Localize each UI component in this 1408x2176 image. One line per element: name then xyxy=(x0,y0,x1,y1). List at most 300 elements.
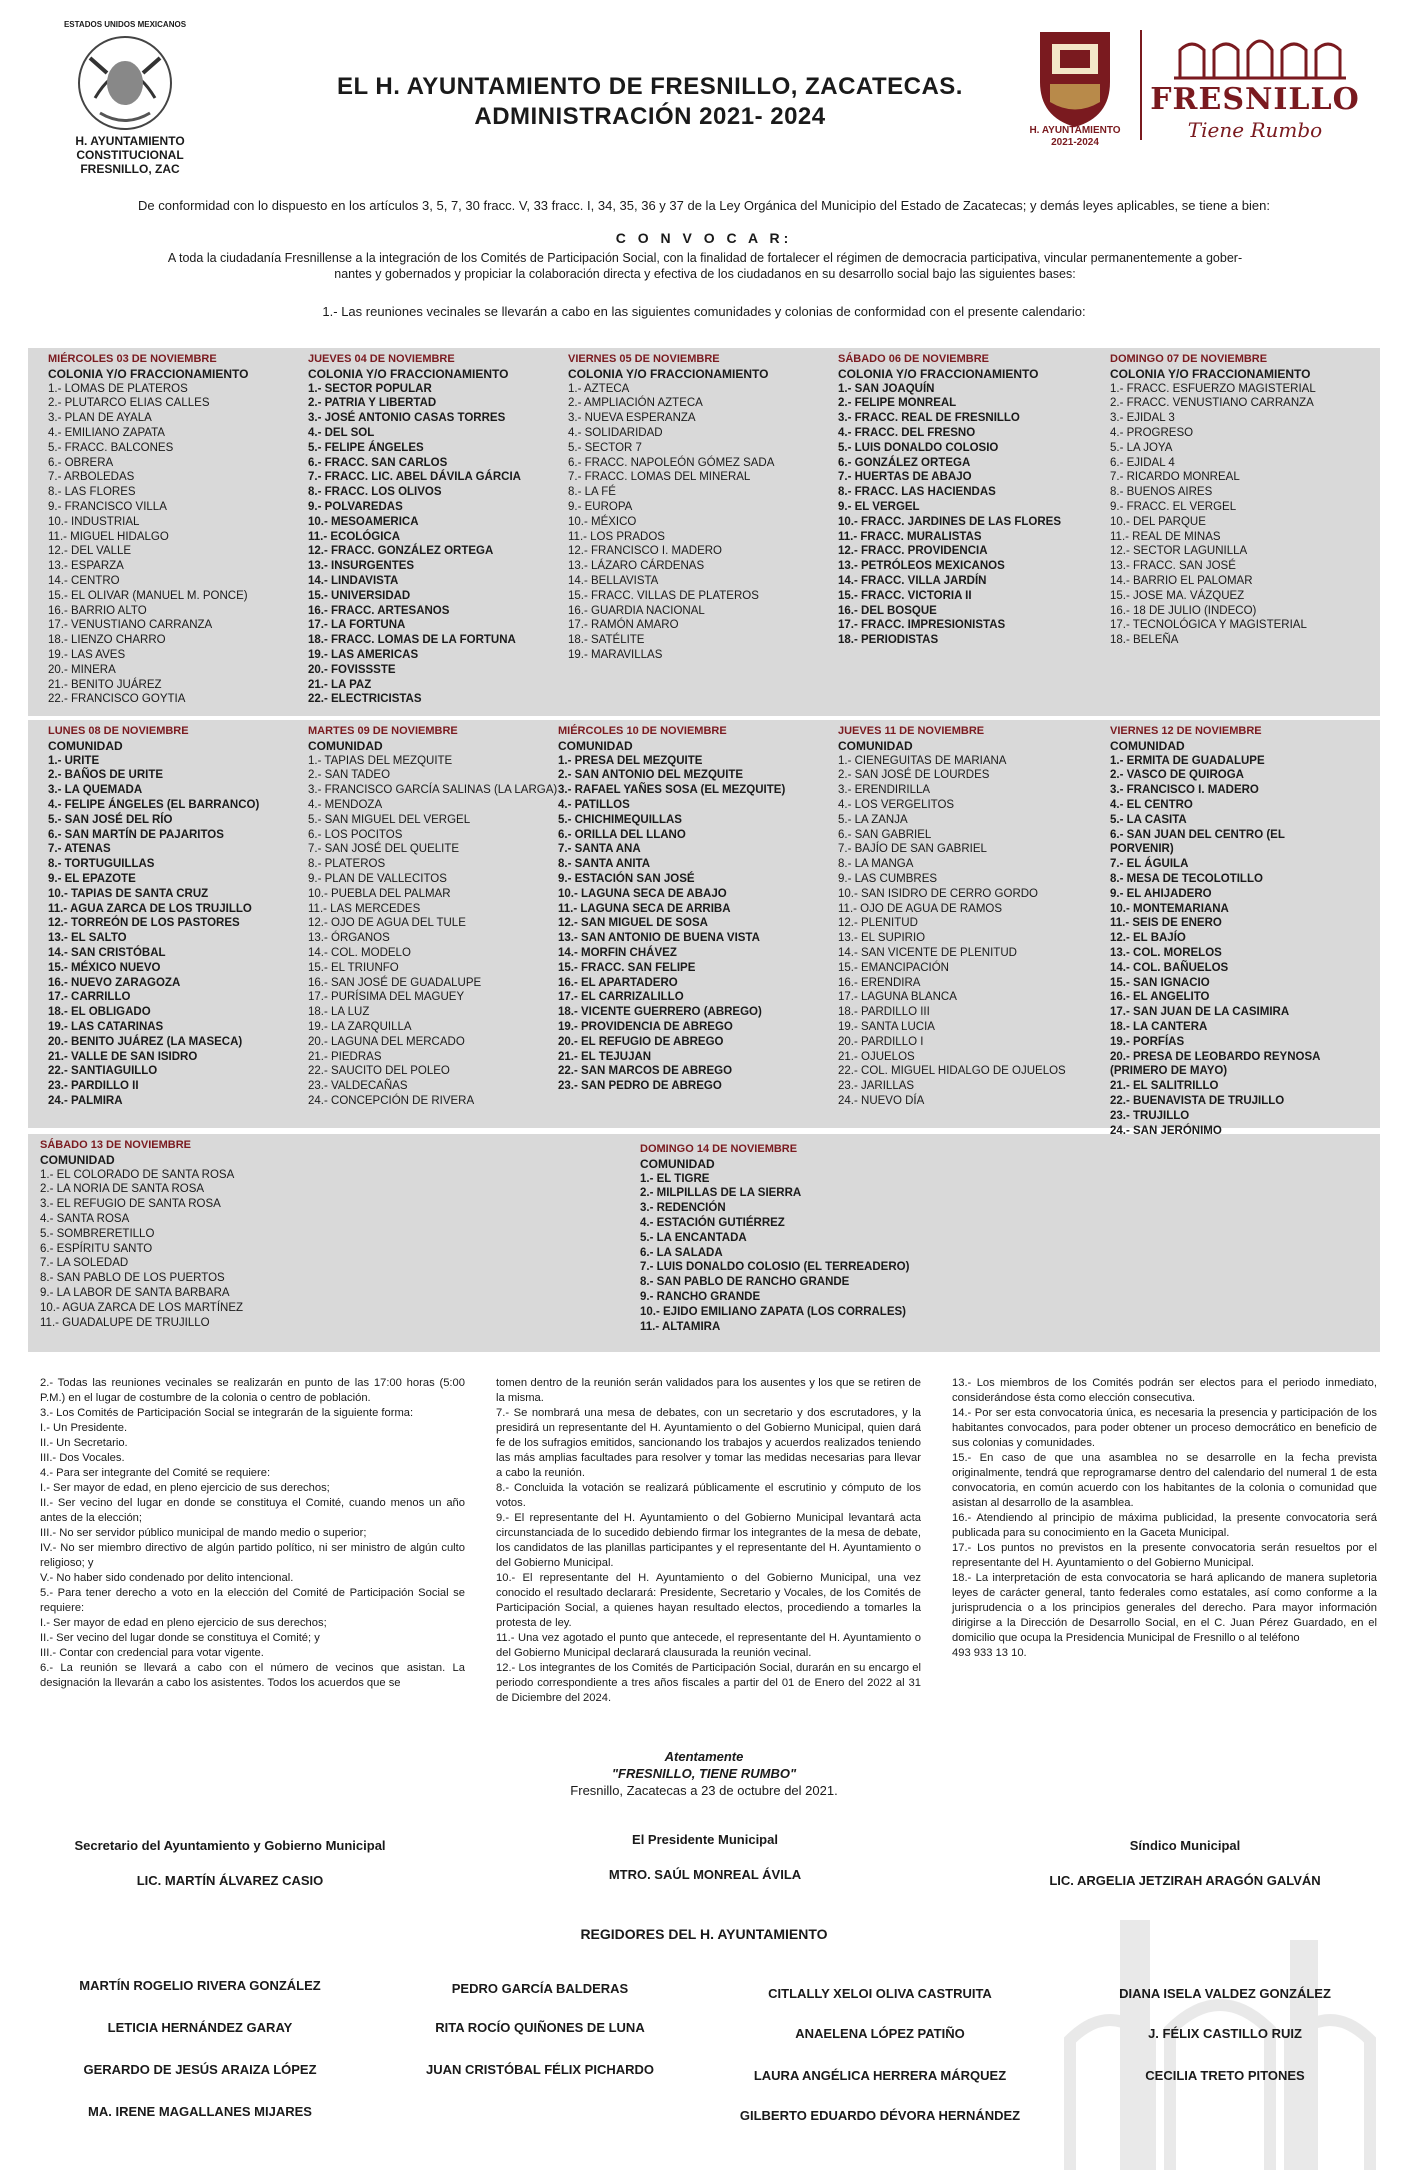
calendar-list-item: 13.- SAN ANTONIO DE BUENA VISTA xyxy=(558,932,760,945)
calendar-day-label: MARTES 09 DE NOVIEMBRE xyxy=(308,725,458,737)
calendar-list-item: 20.- BENITO JUÁREZ (LA MASECA) xyxy=(48,1035,243,1048)
calendar-column-header: COMUNIDAD xyxy=(48,738,123,753)
calendar-list-item: 17.- EL CARRIZALILLO xyxy=(558,991,684,1004)
calendar-list-item: 9.- FRACC. EL VERGEL xyxy=(1110,500,1237,513)
place-date: Fresnillo, Zacatecas a 23 de octubre del 2021. xyxy=(570,1783,838,1798)
calendar-list-item: 22.- COL. MIGUEL HIDALGO DE OJUELOS xyxy=(838,1065,1066,1078)
calendar-list-item: 2.- VASCO DE QUIROGA xyxy=(1110,769,1244,782)
calendar-list-item: 2.- PLUTARCO ELIAS CALLES xyxy=(48,397,210,410)
calendar-list-item: 8.- SAN PABLO DE RANCHO GRANDE xyxy=(640,1276,850,1289)
bases-paragraph: 9.- El representante del H. Ayuntamiento o del Gobierno Municipal levantará acta circunstanciada de lo sucedido debiendo firmar los integrantes de la mesa de debate, los candidatos de las planillas participantes y el representante del H. Ayuntamiento o del Gobierno Municipal. xyxy=(496,1512,921,1569)
calendar-list-item: 5.- FRACC. BALCONES xyxy=(48,441,174,454)
calendar-list-item: 9.- ESTACIÓN SAN JOSÉ xyxy=(558,872,695,885)
calendar-list-item: 15.- FRACC. VICTORIA II xyxy=(838,589,972,602)
calendar-list-item: 6.- SAN MARTÍN DE PAJARITOS xyxy=(48,828,224,841)
calendar-list-item: 9.- FRANCISCO VILLA xyxy=(48,500,167,513)
calendar-list-item: 8.- FRACC. LOS OLIVOS xyxy=(308,486,442,499)
regidor-name: CITLALLY XELOI OLIVA CASTRUITA xyxy=(768,1986,992,2001)
calendar-list-item: 7.- SANTA ANA xyxy=(558,843,641,856)
calendar-list-item: 2.- LA NORIA DE SANTA ROSA xyxy=(40,1183,205,1196)
bases-column-2 xyxy=(496,1376,921,1706)
calendar-list-item: 1.- EL COLORADO DE SANTA ROSA xyxy=(40,1168,235,1181)
calendar-list-item: 6.- LA SALADA xyxy=(640,1246,723,1259)
calendar-list-item: 19.- PORFÍAS xyxy=(1110,1035,1185,1048)
closing-block xyxy=(500,1748,908,1799)
calendar-list-item: 10.- INDUSTRIAL xyxy=(48,515,140,528)
calendar-list-item: 1.- ERMITA DE GUADALUPE xyxy=(1110,754,1265,767)
convocar-heading: C O N V O C A R: xyxy=(615,230,793,246)
calendar-day-label: SÁBADO 06 DE NOVIEMBRE xyxy=(838,353,989,365)
calendar-list-item: 16.- FRACC. ARTESANOS xyxy=(308,604,450,617)
calendar-list-item: 20.- PRESA DE LEOBARDO REYNOSA xyxy=(1110,1050,1321,1063)
calendar-list-item: 21.- OJUELOS xyxy=(838,1050,915,1063)
calendar-day-column xyxy=(48,724,313,1109)
calendar-list-item: 10.- MONTEMARIANA xyxy=(1110,902,1229,915)
regidor-name: LETICIA HERNÁNDEZ GARAY xyxy=(107,2020,293,2035)
calendar-list-item: 22.- BUENAVISTA DE TRUJILLO xyxy=(1110,1094,1285,1107)
calendar-day-label: VIERNES 12 DE NOVIEMBRE xyxy=(1110,725,1262,737)
regidor-name: MA. IRENE MAGALLANES MIJARES xyxy=(88,2104,312,2119)
convocatoria-line: nantes y gobernados y propiciar la colaboración directa y efectiva de los ciudadanos en su desarrollo social bajo las siguientes bases: xyxy=(334,267,1076,281)
calendar-list-item: 18.- LA CANTERA xyxy=(1110,1020,1208,1033)
calendar-list-item: 16.- EL ANGELITO xyxy=(1110,991,1210,1004)
national-seal-icon xyxy=(60,28,190,138)
calendar-list-item: 11.- GUADALUPE DE TRUJILLO xyxy=(40,1316,210,1329)
calendar-list-item: 9.- EL AHIJADERO xyxy=(1110,887,1212,900)
calendar-list-item: 18.- VICENTE GUERRERO (ABREGO) xyxy=(558,1006,762,1019)
calendar-list-item: 1.- AZTECA xyxy=(568,382,630,395)
calendar-day-label: JUEVES 04 DE NOVIEMBRE xyxy=(308,353,455,365)
calendar-column-header: COLONIA Y/O FRACCIONAMIENTO xyxy=(568,366,769,381)
calendar-intro: 1.- Las reuniones vecinales se llevarán a cabo en las siguientes comunidades y colonias de conformidad con el presente calendario: xyxy=(322,304,1086,319)
calendar-list-item: 4.- LOS VERGELITOS xyxy=(838,798,955,811)
calendar-list-item: 9.- EL VERGEL xyxy=(838,500,920,513)
calendar-day-column xyxy=(48,352,303,707)
calendar-list-item: 18.- EL OBLIGADO xyxy=(48,1006,151,1019)
calendar-list-item: 3.- NUEVA ESPERANZA xyxy=(568,412,696,425)
calendar-column-header: COMUNIDAD xyxy=(1110,738,1185,753)
calendar-list-item: 16.- EL APARTADERO xyxy=(558,976,678,989)
calendar-list-item: 8.- PLATEROS xyxy=(308,858,386,871)
calendar-list-item: 21.- VALLE DE SAN ISIDRO xyxy=(48,1050,198,1063)
calendar-list-item: 14.- MORFIN CHÁVEZ xyxy=(558,946,677,959)
calendar-list-item: 5.- LA JOYA xyxy=(1110,441,1173,454)
calendar-list-item: 10.- DEL PARQUE xyxy=(1110,515,1206,528)
calendar-list-item: 20.- PARDILLO I xyxy=(838,1035,924,1048)
calendar-list-item: 19.- SANTA LUCIA xyxy=(838,1020,935,1033)
calendar-list-item: 4.- EL CENTRO xyxy=(1110,798,1193,811)
calendar-list-item: 9.- LA LABOR DE SANTA BARBARA xyxy=(40,1286,230,1299)
bases-paragraph: III.- Dos Vocales. xyxy=(40,1452,125,1464)
calendar-list-item: 4.- PROGRESO xyxy=(1110,426,1194,439)
title-line-1: EL H. AYUNTAMIENTO DE FRESNILLO, ZACATECAS. xyxy=(337,73,963,100)
calendar-list-item: 8.- LA MANGA xyxy=(838,858,914,871)
calendar-day-label: SÁBADO 13 DE NOVIEMBRE xyxy=(40,1139,191,1151)
bases-paragraph: I.- Un Presidente. xyxy=(40,1422,128,1434)
ayuntamiento-label xyxy=(30,134,230,176)
calendar-list-item: 19.- PROVIDENCIA DE ABREGO xyxy=(558,1020,733,1033)
calendar-list-item: 21.- BENITO JUÁREZ xyxy=(48,678,162,691)
calendar-list-item: 15.- EL TRIUNFO xyxy=(308,961,399,974)
calendar-list-item: 19.- LAS AVES xyxy=(48,648,126,661)
calendar-list-item: 2.- PATRIA Y LIBERTAD xyxy=(308,397,437,410)
calendar-list-item: 1.- FRACC. ESFUERZO MAGISTERIAL xyxy=(1110,382,1316,395)
calendar-list-item: 17.- LA FORTUNA xyxy=(308,619,406,632)
calendar-list-item: 20.- EL REFUGIO DE ABREGO xyxy=(558,1035,724,1048)
calendar-list-item: 2.- SAN TADEO xyxy=(308,769,391,782)
calendar-list-item: 14.- CENTRO xyxy=(48,574,120,587)
bases-paragraph: III.- No ser servidor público municipal de mando medio o superior; xyxy=(40,1527,367,1539)
calendar-list-item: 23.- SAN PEDRO DE ABREGO xyxy=(558,1080,722,1093)
calendar-list-item: 17.- SAN JUAN DE LA CASIMIRA xyxy=(1110,1006,1290,1019)
calendar-list-item: 3.- FRANCISCO GARCÍA SALINAS (LA LARGA) xyxy=(308,784,558,797)
calendar-list-item: 23.- VALDECAÑAS xyxy=(308,1080,408,1093)
calendar-list-item: 8.- SANTA ANITA xyxy=(558,858,650,871)
calendar-list-item: 7.- FRACC. LOMAS DEL MINERAL xyxy=(568,471,751,484)
calendar-list-item: 8.- BUENOS AIRES xyxy=(1110,486,1213,499)
calendar-list-item: 9.- EUROPA xyxy=(568,500,633,513)
calendar-list-item: 20.- MINERA xyxy=(48,663,116,676)
calendar-list-item: (PRIMERO DE MAYO) xyxy=(1110,1065,1228,1078)
brand-name: FRESNILLO xyxy=(1150,82,1360,117)
calendar-list-item: 4.- ESTACIÓN GUTIÉRREZ xyxy=(640,1216,785,1229)
calendar-day-column xyxy=(838,724,1103,1109)
calendar-list-item: 12.- DEL VALLE xyxy=(48,545,132,558)
logo-caption-line: 2021-2024 xyxy=(1051,137,1099,148)
calendar-list-item: 12.- FRANCISCO I. MADERO xyxy=(568,545,722,558)
calendar-list-item: 18.- PARDILLO III xyxy=(838,1006,930,1019)
bases-paragraph: 493 933 13 10. xyxy=(952,1647,1027,1659)
bases-paragraph: 4.- Para ser integrante del Comité se requiere: xyxy=(40,1467,271,1479)
calendar-list-item: 10.- PUEBLA DEL PALMAR xyxy=(308,887,451,900)
calendar-list-item: 22.- ELECTRICISTAS xyxy=(308,693,422,706)
calendar-list-item: 4.- FRACC. DEL FRESNO xyxy=(838,426,976,439)
calendar-list-item: 7.- BAJÍO DE SAN GABRIEL xyxy=(838,843,987,856)
calendar-list-item: 3.- FRACC. REAL DE FRESNILLO xyxy=(838,412,1020,425)
calendar-list-item: 10.- MESOAMERICA xyxy=(308,515,419,528)
calendar-list-item: 16.- ERENDIRA xyxy=(838,976,921,989)
calendar-list-item: 1.- TAPIAS DEL MEZQUITE xyxy=(308,754,453,767)
regidor-name: ANAELENA LÓPEZ PATIÑO xyxy=(795,2026,965,2041)
seal-ring-text: ESTADOS UNIDOS MEXICANOS xyxy=(63,20,187,29)
calendar-day-column xyxy=(558,724,823,1094)
calendar-list-item: 9.- LAS CUMBRES xyxy=(838,872,938,885)
calendar-list-item: 10.- TAPIAS DE SANTA CRUZ xyxy=(48,887,209,900)
calendar-list-item: 12.- FRACC. PROVIDENCIA xyxy=(838,545,988,558)
calendar-list-item: 4.- PATILLOS xyxy=(558,798,630,811)
calendar-list-item: 3.- REDENCIÓN xyxy=(640,1202,726,1215)
calendar-list-item: 14.- SAN CRISTÓBAL xyxy=(48,946,166,959)
calendar-list-item: 10.- FRACC. JARDINES DE LAS FLORES xyxy=(838,515,1061,528)
calendar-list-item: 18.- FRACC. LOMAS DE LA FORTUNA xyxy=(308,634,516,647)
calendar-list-item: 4.- SANTA ROSA xyxy=(40,1212,130,1225)
calendar-list-item: 8.- LAS FLORES xyxy=(48,486,136,499)
calendar-list-item: 18.- LIENZO CHARRO xyxy=(48,634,166,647)
calendar-list-item: 11.- MIGUEL HIDALGO xyxy=(48,530,169,543)
calendar-list-item: 3.- ERENDIRILLA xyxy=(838,784,931,797)
secretario-name: LIC. MARTÍN ÁLVAREZ CASIO xyxy=(136,1873,324,1888)
calendar-list-item: 16.- NUEVO ZARAGOZA xyxy=(48,976,181,989)
bases-paragraph: 18.- La interpretación de esta convocatoria se hará aplicando de manera supletoria leyes de carácter general, tanto federales como estatales, así como conforme a la jurisprudencia o a los principios generales del derecho. Para mayor información dirigirse a la Dirección de Desarrollo Social, en el C. Juan Pérez Guardado, en el domicilio que ocupa la Presidencia Municipal de Fresnillo o al teléfono xyxy=(952,1572,1377,1644)
calendar-list-item: 20.- FOVISSSTE xyxy=(308,663,396,676)
calendar-list-item: 12.- FRACC. GONZÁLEZ ORTEGA xyxy=(308,545,494,558)
bases-paragraph: 8.- Concluida la votación se realizará públicamente el escrutinio y cómputo de los votos. xyxy=(496,1482,921,1509)
calendar-list-item: 3.- EL REFUGIO DE SANTA ROSA xyxy=(40,1198,221,1211)
bases-paragraph: 11.- Una vez agotado el punto que antecede, el representante del H. Ayuntamiento o del Gobierno Municipal declarará clausurada la reunión vecinal. xyxy=(496,1632,921,1659)
calendar-column-header: COMUNIDAD xyxy=(640,1156,715,1171)
calendar-column-header: COLONIA Y/O FRACCIONAMIENTO xyxy=(838,366,1039,381)
calendar-list-item: 10.- SAN ISIDRO DE CERRO GORDO xyxy=(838,887,1039,900)
calendar-list-item: 11.- ALTAMIRA xyxy=(640,1320,721,1333)
calendar-list-item: 4.- DEL SOL xyxy=(308,426,375,439)
logo-caption-line: H. AYUNTAMIENTO xyxy=(1029,125,1121,136)
calendar-list-item: 10.- MÉXICO xyxy=(568,515,637,528)
bases-paragraph: 17.- Los puntos no previstos en la presente convocatoria serán resueltos por el representante del H. Ayuntamiento o del Gobierno Municipal. xyxy=(952,1542,1377,1569)
calendar-list-item: 23.- TRUJILLO xyxy=(1110,1109,1190,1122)
calendar-list-item: 4.- EMILIANO ZAPATA xyxy=(48,426,165,439)
title-line-2: ADMINISTRACIÓN 2021- 2024 xyxy=(474,103,826,130)
municipal-shield-icon xyxy=(1030,22,1120,132)
calendar-list-item: 6.- SAN JUAN DEL CENTRO (EL xyxy=(1110,828,1285,841)
calendar-list-item: 9.- PLAN DE VALLECITOS xyxy=(308,872,447,885)
calendar-list-item: 12.- EL BAJÍO xyxy=(1110,932,1186,945)
ayuntamiento-line: H. AYUNTAMIENTO xyxy=(75,134,185,148)
calendar-list-item: 7.- LUIS DONALDO COLOSIO (EL TERREADERO) xyxy=(640,1261,910,1274)
secretario-title: Secretario del Ayuntamiento y Gobierno Municipal xyxy=(74,1838,386,1853)
calendar-list-item: 16.- GUARDIA NACIONAL xyxy=(568,604,705,617)
calendar-list-item: 18.- PERIODISTAS xyxy=(838,634,939,647)
calendar-list-item: 17.- LAGUNA BLANCA xyxy=(838,991,957,1004)
bases-paragraph: I.- Ser mayor de edad en pleno ejercicio de sus derechos; xyxy=(40,1617,327,1629)
calendar-list-item: 8.- LA FÉ xyxy=(568,486,616,499)
calendar-list-item: 13.- FRACC. SAN JOSÉ xyxy=(1110,560,1236,573)
calendar-list-item: 11.- REAL DE MINAS xyxy=(1110,530,1221,543)
calendar-list-item: 7.- EL ÁGUILA xyxy=(1110,858,1189,871)
calendar-list-item: 6.- ESPÍRITU SANTO xyxy=(40,1242,153,1255)
calendar-list-item: 24.- PALMIRA xyxy=(48,1094,123,1107)
calendar-list-item: 17.- TECNOLÓGICA Y MAGISTERIAL xyxy=(1110,619,1307,632)
calendar-day-label: DOMINGO 07 DE NOVIEMBRE xyxy=(1110,353,1268,365)
calendar-list-item: 11.- AGUA ZARCA DE LOS TRUJILLO xyxy=(48,902,252,915)
calendar-list-item: 8.- SAN PABLO DE LOS PUERTOS xyxy=(40,1272,225,1285)
legal-basis-text: De conformidad con lo dispuesto en los artículos 3, 5, 7, 30 fracc. V, 33 fracc. I, 34, 35, 36 y 37 de la Ley Orgánica del Municipio del Estado de Zacatecas; y demás leyes aplicables, se tiene a bien: xyxy=(138,198,1270,213)
regidor-name: DIANA ISELA VALDEZ GONZÁLEZ xyxy=(1119,1986,1331,2001)
calendar-list-item: 6.- ORILLA DEL LLANO xyxy=(558,828,686,841)
calendar-list-item: 3.- RAFAEL YAÑES SOSA (EL MEZQUITE) xyxy=(558,784,786,797)
calendar-list-item: 11.- ECOLÓGICA xyxy=(308,530,401,543)
calendar-list-item: 12.- TORREÓN DE LOS PASTORES xyxy=(48,917,240,930)
calendar-list-item: 1.- EL TIGRE xyxy=(640,1172,710,1185)
brand-tagline: Tiene Rumbo xyxy=(1187,118,1323,142)
calendar-list-item: 14.- COL. BAÑUELOS xyxy=(1110,961,1229,974)
calendar-list-item: 6.- LOS POCITOS xyxy=(308,828,403,841)
calendar-list-item: 9.- RANCHO GRANDE xyxy=(640,1290,761,1303)
regidor-name: J. FÉLIX CASTILLO RUIZ xyxy=(1148,2026,1302,2041)
calendar-list-item: 17.- RAMÓN AMARO xyxy=(568,619,679,632)
calendar-list-item: 16.- BARRIO ALTO xyxy=(48,604,147,617)
calendar-list-item: 18.- BELEÑA xyxy=(1110,634,1179,647)
bases-column-3 xyxy=(952,1376,1377,1661)
bases-paragraph: 16.- Atendiendo al principio de máxima publicidad, la presente convocatoria será publicada para su conocimiento en la Gaceta Municipal. xyxy=(952,1512,1377,1539)
ayuntamiento-line: FRESNILLO, ZAC xyxy=(80,162,180,176)
bases-paragraph: 6.- La reunión se llevará a cabo con el número de vecinos que asistan. La designación la llevarán a cabo los asistentes. Todos los acuerdos que se xyxy=(40,1662,465,1689)
calendar-list-item: 10.- AGUA ZARCA DE LOS MARTÍNEZ xyxy=(40,1301,244,1314)
presidente-name: MTRO. SAÚL MONREAL ÁVILA xyxy=(608,1867,802,1882)
calendar-list-item: 14.- COL. MODELO xyxy=(308,946,411,959)
calendar-list-item: 5.- SECTOR 7 xyxy=(568,441,642,454)
bases-paragraph: II.- Un Secretario. xyxy=(40,1437,128,1449)
calendar-list-item: 16.- DEL BOSQUE xyxy=(838,604,937,617)
calendar-list-item: 8.- FRACC. LAS HACIENDAS xyxy=(838,486,996,499)
calendar-list-item: 7.- HUERTAS DE ABAJO xyxy=(838,471,972,484)
bases-paragraph: II.- Ser vecino del lugar donde se constituya el Comité; y xyxy=(40,1632,320,1644)
calendar-column-header: COLONIA Y/O FRACCIONAMIENTO xyxy=(308,366,509,381)
bases-paragraph: 10.- El representante del H. Ayuntamiento o del Gobierno Municipal, una vez conocido el resultado declarará: Presidente, Secretario y Vocales, de los Comités de Participación Social, a quienes hayan resultado electos, procediendo a tomarles la protesta de ley. xyxy=(496,1572,921,1629)
bases-paragraph: 7.- Se nombrará una mesa de debates, con un secretario y dos escrutadores, y la presidirá un representante del H. Ayuntamiento o del Gobierno Municipal, quien dará fe de los sufragios emitidos, sancionando los trabajos y acuerdos realizados teniendo las más amplias facultades para resolver y tomar las medidas necesarias para llevar a cabo la reunión. xyxy=(496,1407,921,1479)
calendar-list-item: 13.- COL. MORELOS xyxy=(1110,946,1222,959)
calendar-list-item: 5.- LA ZANJA xyxy=(838,813,908,826)
presidente-title: El Presidente Municipal xyxy=(632,1832,778,1847)
calendar-list-item: 7.- ATENAS xyxy=(48,843,111,856)
calendar-day-column xyxy=(838,352,1093,648)
calendar-day-label: JUEVES 11 DE NOVIEMBRE xyxy=(838,725,985,737)
calendar-list-item: 12.- OJO DE AGUA DEL TULE xyxy=(308,917,466,930)
convocatoria-line: A toda la ciudadanía Fresnillense a la integración de los Comités de Participación Social, con la finalidad de fortalecer el régimen de democracia participativa, vincular permanentemente a gober- xyxy=(167,251,1243,265)
calendar-list-item: 24.- CONCEPCIÓN DE RIVERA xyxy=(308,1094,475,1107)
regidor-name: LAURA ANGÉLICA HERRERA MÁRQUEZ xyxy=(753,2068,1007,2083)
bases-paragraph: III.- Contar con credencial para votar vigente. xyxy=(40,1647,264,1659)
calendar-list-item: 15.- SAN IGNACIO xyxy=(1110,976,1210,989)
calendar-list-item: 21.- PIEDRAS xyxy=(308,1050,382,1063)
calendar-list-item: 18.- SATÉLITE xyxy=(568,634,645,647)
calendar-list-item: PORVENIR) xyxy=(1110,843,1174,856)
calendar-list-item: 4.- MENDOZA xyxy=(308,798,383,811)
calendar-day-column xyxy=(308,724,573,1109)
calendar-column-header: COLONIA Y/O FRACCIONAMIENTO xyxy=(1110,366,1311,381)
calendar-list-item: 12.- SECTOR LAGUNILLA xyxy=(1110,545,1248,558)
calendar-list-item: 6.- FRACC. SAN CARLOS xyxy=(308,456,448,469)
calendar-list-item: 14.- FRACC. VILLA JARDÍN xyxy=(838,574,987,587)
calendar-list-item: 11.- OJO DE AGUA DE RAMOS xyxy=(838,902,1003,915)
calendar-list-item: 1.- URITE xyxy=(48,754,100,767)
calendar-list-item: 13.- PETRÓLEOS MEXICANOS xyxy=(838,560,1005,573)
calendar-list-item: 6.- EJIDAL 4 xyxy=(1110,456,1175,469)
bases-paragraph: 3.- Los Comités de Participación Social se integrarán de la siguiente forma: xyxy=(40,1407,414,1419)
bases-paragraph: 13.- Los miembros de los Comités podrán ser electos para el periodo inmediato, considerándose ésta como elección consecutiva. xyxy=(952,1377,1377,1404)
calendar-list-item: 22.- SAUCITO DEL POLEO xyxy=(308,1065,450,1078)
bases-paragraph: 12.- Los integrantes de los Comités de Participación Social, durarán en su encargo el periodo correspondiente a tres años fiscales a partir del 01 de Enero del 2022 al 31 de Diciembre del 2024. xyxy=(496,1662,921,1704)
bases-column-1 xyxy=(40,1376,465,1691)
calendar-list-item: 2.- SAN ANTONIO DEL MEZQUITE xyxy=(558,769,744,782)
calendar-list-item: 19.- LAS AMERICAS xyxy=(308,648,419,661)
calendar-day-label: VIERNES 05 DE NOVIEMBRE xyxy=(568,353,720,365)
calendar-list-item: 2.- BAÑOS DE URITE xyxy=(48,769,164,782)
sindico-title: Síndico Municipal xyxy=(1129,1838,1241,1853)
calendar-day-column xyxy=(568,352,823,663)
calendar-list-item: 9.- EL EPAZOTE xyxy=(48,872,136,885)
calendar-list-item: 23.- PARDILLO II xyxy=(48,1080,139,1093)
calendar-list-item: 7.- RICARDO MONREAL xyxy=(1110,471,1240,484)
calendar-list-item: 20.- LAGUNA DEL MERCADO xyxy=(308,1035,465,1048)
calendar-list-item: 14.- SAN VICENTE DE PLENITUD xyxy=(838,946,1017,959)
calendar-list-item: 5.- SAN JOSÉ DEL RÍO xyxy=(48,813,173,826)
calendar-list-item: 15.- UNIVERSIDAD xyxy=(308,589,411,602)
calendar-list-item: 5.- SOMBRERETILLO xyxy=(40,1227,155,1240)
calendar-list-item: 16.- SAN JOSÉ DE GUADALUPE xyxy=(308,976,482,989)
calendar-list-item: 6.- OBRERA xyxy=(48,456,114,469)
regidor-name: JUAN CRISTÓBAL FÉLIX PICHARDO xyxy=(426,2062,654,2077)
calendar-list-item: 14.- BARRIO EL PALOMAR xyxy=(1110,574,1253,587)
calendar-day-label: DOMINGO 14 DE NOVIEMBRE xyxy=(640,1143,798,1155)
regidor-name: GERARDO DE JESÚS ARAIZA LÓPEZ xyxy=(83,2062,317,2077)
calendar-list-item: 15.- FRACC. VILLAS DE PLATEROS xyxy=(568,589,759,602)
calendar-list-item: 13.- EL SUPIRIO xyxy=(838,932,926,945)
calendar-list-item: 21.- EL SALITRILLO xyxy=(1110,1080,1219,1093)
calendar-list-item: 5.- LA ENCANTADA xyxy=(640,1231,747,1244)
calendar-list-item: 19.- LA ZARQUILLA xyxy=(308,1020,412,1033)
calendar-list-item: 1.- SAN JOAQUÍN xyxy=(838,382,935,395)
calendar-day-column xyxy=(40,1138,290,1330)
calendar-list-item: 8.- MESA DE TECOLOTILLO xyxy=(1110,872,1263,885)
calendar-list-item: 24.- NUEVO DÍA xyxy=(838,1094,925,1107)
calendar-list-item: 10.- EJIDO EMILIANO ZAPATA (LOS CORRALES) xyxy=(640,1305,906,1318)
slogan: "FRESNILLO, TIENE RUMBO" xyxy=(611,1766,797,1781)
calendar-list-item: 11.- LOS PRADOS xyxy=(568,530,665,543)
header-divider xyxy=(1140,30,1142,140)
calendar-list-item: 4.- SOLIDARIDAD xyxy=(568,426,663,439)
calendar-list-item: 3.- EJIDAL 3 xyxy=(1110,412,1175,425)
calendar-list-item: 22.- SANTIAGUILLO xyxy=(48,1065,158,1078)
calendar-list-item: 21.- EL TEJUJAN xyxy=(558,1050,652,1063)
calendar-column-header: COMUNIDAD xyxy=(40,1152,115,1167)
calendar-list-item: 22.- FRANCISCO GOYTIA xyxy=(48,693,186,706)
regidor-name: RITA ROCÍO QUIÑONES DE LUNA xyxy=(435,2020,645,2035)
calendar-list-item: 5.- SAN MIGUEL DEL VERGEL xyxy=(308,813,471,826)
calendar-list-item: 7.- FRACC. LIC. ABEL DÁVILA GÁRCIA xyxy=(308,471,521,484)
bases-paragraph: tomen dentro de la reunión serán validados para los ausentes y los que se retiren de la misma. xyxy=(496,1377,921,1404)
calendar-list-item: 15.- JOSE MA. VÁZQUEZ xyxy=(1110,589,1245,602)
calendar-list-item: 11.- SEIS DE ENERO xyxy=(1110,917,1222,930)
calendar-day-column xyxy=(308,352,563,707)
calendar-day-column xyxy=(1110,724,1375,1138)
calendar-list-item: 6.- SAN GABRIEL xyxy=(838,828,932,841)
calendar-list-item: 17.- FRACC. IMPRESIONISTAS xyxy=(838,619,1006,632)
calendar-list-item: 23.- JARILLAS xyxy=(838,1080,915,1093)
calendar-day-label: MIÉRCOLES 10 DE NOVIEMBRE xyxy=(558,725,727,737)
calendar-list-item: 3.- FRANCISCO I. MADERO xyxy=(1110,784,1259,797)
calendar-list-item: 2.- SAN JOSÉ DE LOURDES xyxy=(838,769,990,782)
calendar-day-column xyxy=(640,1142,940,1334)
logo-caption xyxy=(1020,125,1130,149)
calendar-list-item: 13.- LÁZARO CÁRDENAS xyxy=(568,560,705,573)
bases-paragraph: 5.- Para tener derecho a voto en la elección del Comité de Participación Social se requiere: xyxy=(40,1587,465,1614)
calendar-list-item: 12.- PLENITUD xyxy=(838,917,918,930)
ayuntamiento-line: CONSTITUCIONAL xyxy=(76,148,184,162)
calendar-list-item: 19.- MARAVILLAS xyxy=(568,648,663,661)
bases-paragraph: 15.- En caso de que una asamblea no se desarrolle en la fecha prevista originalmente, tendrá que reprogramarse dentro del calendario del numeral 1 de esta convocatoria, en común acuerdo con los habitantes de la colonia o comunidad que asistan al desarrollo de la asamblea. xyxy=(952,1452,1377,1509)
calendar-list-item: 2.- AMPLIACIÓN AZTECA xyxy=(568,397,703,410)
calendar-day-label: MIÉRCOLES 03 DE NOVIEMBRE xyxy=(48,353,217,365)
calendar-list-item: 14.- BELLAVISTA xyxy=(568,574,659,587)
calendar-list-item: 15.- EMANCIPACIÓN xyxy=(838,961,949,974)
bases-paragraph: 2.- Todas las reuniones vecinales se realizarán en punto de las 17:00 horas (5:00 P.M.) en el lugar de costumbre de la colonia o centro de población. xyxy=(40,1377,465,1404)
calendar-list-item: 22.- SAN MARCOS DE ABREGO xyxy=(558,1065,733,1078)
calendar-day-column xyxy=(1110,352,1365,648)
calendar-list-item: 5.- LA CASITA xyxy=(1110,813,1187,826)
calendar-list-item: 1.- PRESA DEL MEZQUITE xyxy=(558,754,703,767)
calendar-list-item: 21.- LA PAZ xyxy=(308,678,372,691)
bases-paragraph: IV.- No ser miembro directivo de algún partido político, ni ser ministro de algún culto religioso; y xyxy=(40,1542,465,1569)
